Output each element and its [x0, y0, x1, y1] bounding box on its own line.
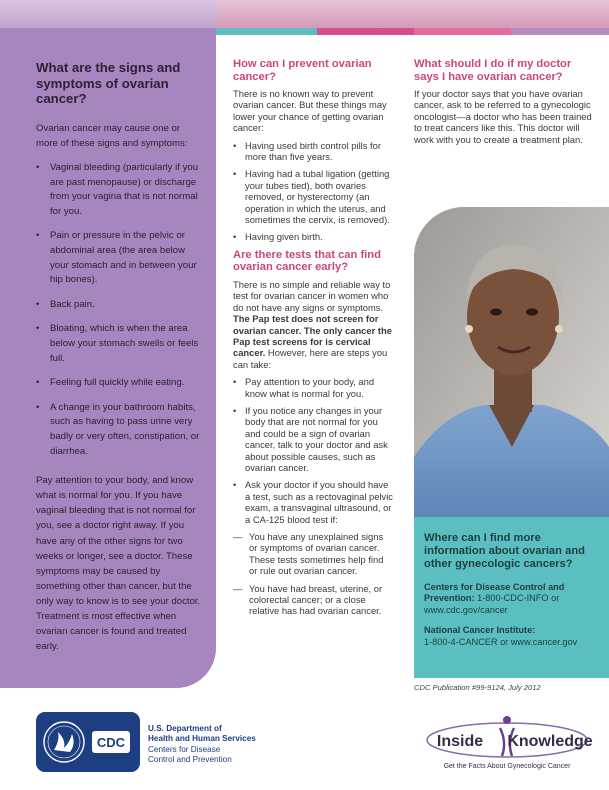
list-item: • Ask your doctor if you should have a test, such as a rectovaginal pelvic exam, a transvaginal ultrasound, or a CA-125 blood test if:	[233, 479, 393, 525]
color-strip-lavender	[511, 28, 609, 35]
top-band-purple	[0, 0, 216, 28]
woman-portrait-photo	[414, 207, 609, 517]
doctor-body: If your doctor says that you have ovarian cancer, ask to be referred to a gynecologic oncologist—a doctor who has been trained to treat cancers like this. This doctor will work with you to create a treatment plan.	[414, 88, 592, 145]
doctor-title: What should I do if my doctor says I have ovarian cancer?	[414, 58, 572, 83]
doctor-section	[414, 58, 592, 145]
list-item: • Vaginal bleeding (particularly if you are past menopause) or discharge from your vagina that is not normal for you.	[36, 161, 202, 219]
list-item: — You have any unexplained signs or symptoms of ovarian cancer. These tests sometimes help find or rule out ovarian cancer.	[233, 531, 393, 577]
list-item: • Having had a tubal ligation (getting your tubes tied), both ovaries removed, or hysterectomy (an operation in which the uterus, and sometimes the cervix, is removed).	[233, 168, 393, 225]
list-item: • A change in your bathroom habits, such as having to pass urine very badly or very often, constipation, or diarrhea.	[36, 401, 202, 459]
ik-knowledge-text: Knowledge	[507, 733, 593, 750]
info-title: Where can I find more information about ovarian and other gynecologic cancers?	[424, 532, 585, 571]
tests-title: Are there tests that can find ovarian cancer early?	[233, 248, 381, 274]
hhs-cdc-logo	[36, 712, 140, 772]
inside-knowledge-logo	[420, 712, 595, 774]
hhs-dept-line2: Health and Human Services	[148, 734, 256, 744]
list-item: • Having used birth control pills for more than five years.	[233, 140, 393, 163]
cdc-contact	[424, 582, 601, 617]
prevent-list	[233, 140, 393, 243]
ik-inside-text: Inside	[436, 733, 484, 750]
cdc-line1: Centers for Disease	[148, 744, 221, 754]
symptoms-intro: Ovarian cancer may cause one or more of these signs and symptoms:	[36, 122, 188, 149]
top-band	[0, 0, 609, 28]
symptoms-title: What are the signs and symptoms of ovarian cancer?	[36, 60, 181, 106]
list-item: • Pay attention to your body, and know what is normal for you.	[233, 376, 393, 399]
symptoms-outro: Pay attention to your body, and know what is normal for you. If you have vaginal bleeding that is not normal for you, see a doctor right away. If you have any of the other signs for two weeks or longer, see a doctor. These symptoms may be caused by something other than cancer, but the only way to know is to see your doctor. Treatment is most effective when ovarian cancer is found and treated early.	[36, 475, 201, 653]
inside-knowledge-mark	[420, 712, 595, 774]
middle-column	[233, 58, 393, 623]
color-strip-teal	[216, 28, 317, 35]
color-strip-pink	[414, 28, 511, 35]
list-item: • Feeling full quickly while eating.	[36, 376, 202, 391]
cdc-mark: CDC	[96, 735, 126, 750]
nci-contact-details[interactable]: 1-800-4-CANCER or www.cancer.gov	[424, 636, 578, 647]
ik-tagline: Get the Facts About Gynecologic Cancer	[443, 763, 571, 770]
list-item: • Bloating, which is when the area below your stomach swells or feels full.	[36, 322, 202, 366]
prevent-title: How can I prevent ovarian cancer?	[233, 58, 372, 83]
prevent-body: There is no known way to prevent ovarian cancer. But these things may lower your chance of getting ovarian cancer:	[233, 88, 387, 134]
tests-sub-list	[233, 531, 393, 617]
portrait-illustration	[414, 207, 609, 517]
nci-org-name: National Cancer Institute:	[424, 625, 536, 636]
list-item: • If you notice any changes in your body that are not normal for you and could be a sign of ovarian cancer, talk to your doctor and ask about possible causes, such as ovarian cancer.	[233, 405, 393, 473]
cdc-contact-details[interactable]: 1-800-CDC-INFO or www.cdc.gov/cancer	[424, 593, 560, 615]
tests-body-start: There is no simple and reliable way to test for ovarian cancer in women who do not have any signs or symptoms.	[233, 278, 391, 313]
hhs-dept-line1: U.S. Department of	[148, 724, 222, 733]
list-item: • Back pain.	[36, 298, 202, 313]
symptoms-panel	[0, 28, 216, 688]
top-band-pink	[216, 0, 609, 28]
hhs-agency-text	[148, 724, 256, 766]
list-item: — You have had breast, uterine, or colorectal cancer; or a close relative has had ovarian cancer.	[233, 583, 393, 617]
nci-contact	[424, 625, 601, 648]
cdc-org-name: Centers for Disease Control and Prevention:	[424, 581, 565, 604]
pap-test-note: The Pap test does not screen for ovarian cancer. The only cancer the Pap test screens for is cervical cancer.	[233, 313, 392, 359]
tests-body	[233, 279, 393, 370]
symptoms-list	[36, 161, 202, 459]
list-item: • Pain or pressure in the pelvic or abdominal area (the area below your stomach and in between your hip bones).	[36, 229, 202, 287]
list-item: • Having given birth.	[233, 231, 393, 242]
tests-list	[233, 376, 393, 525]
tests-body-end: However, here are steps you can take:	[233, 347, 388, 370]
publication-note: CDC Publication #99-9124, July 2012	[414, 683, 541, 692]
hhs-seal-icon	[36, 712, 140, 772]
more-info-box	[414, 517, 609, 678]
cdc-line2: Control and Prevention	[148, 755, 232, 765]
color-strip-magenta	[317, 28, 414, 35]
